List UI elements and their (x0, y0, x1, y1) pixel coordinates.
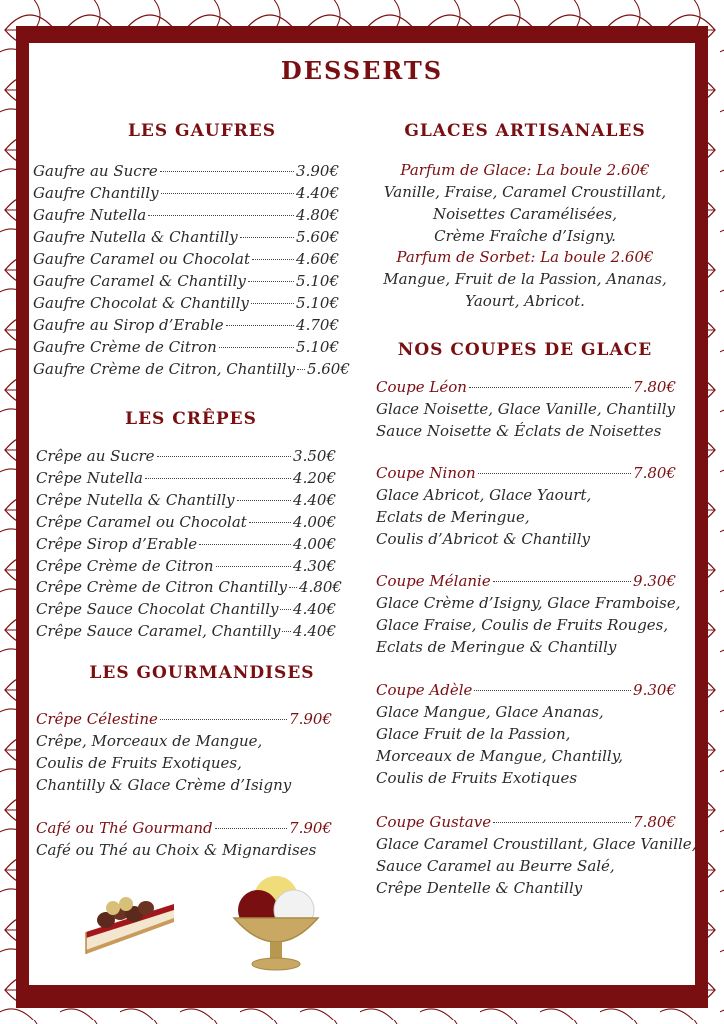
item-description: Glace Abricot, Glace Yaourt, (376, 486, 592, 504)
item-price: 4.00€ (293, 534, 336, 553)
menu-item-gaufre (33, 314, 339, 336)
menu-item-crepe (36, 467, 336, 489)
menu-item-coupe (376, 679, 676, 701)
item-name: Crêpe Sirop d’Erable (36, 534, 198, 553)
dot-leader (157, 456, 292, 457)
menu-item-gaufre (33, 226, 339, 248)
item-price: 3.90€ (296, 162, 339, 180)
menu-item-coupe (376, 570, 676, 592)
dot-leader (226, 325, 294, 326)
sorbet-flavors: Yaourt, Abricot. (465, 292, 585, 310)
item-description: Crêpe, Morceaux de Mangue, (36, 732, 263, 750)
menu-item-crepe (36, 555, 336, 577)
item-price: 7.80€ (633, 464, 676, 482)
menu-item-crepe (36, 511, 336, 533)
dot-leader (237, 500, 292, 501)
item-description: Coulis de Fruits Exotiques (376, 769, 578, 787)
sorbet-flavors: Mangue, Fruit de la Passion, Ananas, (383, 270, 667, 288)
item-price: 5.60€ (306, 360, 350, 378)
dot-leader (282, 631, 291, 632)
menu-item-gaufre (33, 160, 339, 182)
menu-item-gaufre (33, 336, 339, 358)
item-name: Coupe Ninon (376, 464, 476, 482)
item-name: Coupe Léon (376, 378, 467, 396)
item-price: 7.80€ (633, 813, 676, 831)
item-description: Eclats de Meringue & Chantilly (376, 638, 617, 656)
item-description: Crêpe Dentelle & Chantilly (376, 879, 583, 897)
menu-item-gaufre (33, 182, 339, 204)
dot-leader (493, 822, 631, 823)
item-description: Glace Fraise, Coulis de Fruits Rouges, (376, 616, 669, 634)
item-name: Crêpe Sauce Caramel, Chantilly (36, 622, 281, 641)
dot-leader (199, 544, 291, 545)
gourmandises-heading: LES GOURMANDISES (89, 663, 315, 683)
cheesecake-slice-icon (82, 892, 178, 964)
item-price: 4.00€ (293, 512, 336, 531)
dot-leader (493, 581, 631, 582)
menu-item-crepe (36, 620, 336, 642)
item-name: Gaufre Caramel ou Chocolat (33, 250, 250, 268)
gaufres-heading: LES GAUFRES (127, 121, 277, 141)
item-name: Crêpe au Sucre (36, 447, 155, 465)
dot-leader (297, 369, 305, 370)
parfum-sorbet-price: Parfum de Sorbet: La boule 2.60€ (396, 248, 654, 266)
dot-leader (219, 347, 294, 348)
item-price: 9.30€ (633, 681, 676, 699)
item-description: Glace Fruit de la Passion, (376, 725, 571, 743)
item-price: 5.10€ (296, 338, 339, 356)
dot-leader (252, 259, 294, 260)
item-price: 4.30€ (293, 556, 336, 575)
glaces-heading: GLACES ARTISANALES (404, 121, 646, 141)
dot-leader (160, 171, 294, 172)
dot-leader (251, 303, 294, 304)
menu-item-gaufre (33, 292, 339, 314)
glace-flavors: Vanille, Fraise, Caramel Croustillant, (383, 183, 667, 201)
glace-flavors: Crème Fraîche d’Isigny. (434, 227, 616, 245)
item-name: Gaufre Crème de Citron (33, 338, 217, 356)
item-name: Café ou Thé Gourmand (36, 819, 213, 837)
item-description: Glace Crème d’Isigny, Glace Framboise, (376, 594, 681, 612)
item-description: Sauce Noisette & Éclats de Noisettes (376, 422, 662, 440)
item-description: Glace Noisette, Glace Vanille, Chantilly (376, 400, 676, 418)
item-price: 4.40€ (293, 600, 336, 619)
item-name: Crêpe Sauce Chocolat Chantilly (36, 600, 279, 619)
item-price: 5.60€ (296, 228, 339, 246)
menu-item-crepe (36, 533, 336, 555)
coupes-heading: NOS COUPES DE GLACE (397, 340, 653, 360)
menu-item-gaufre (33, 270, 339, 292)
dot-leader (280, 609, 291, 610)
item-description: Coulis de Fruits Exotiques, (36, 754, 242, 772)
item-price: 7.80€ (633, 378, 676, 396)
item-price: 7.90€ (289, 710, 332, 728)
item-name: Gaufre au Sucre (33, 162, 158, 180)
item-price: 4.40€ (293, 490, 336, 509)
dot-leader (145, 478, 291, 479)
menu-item-coupe (376, 811, 676, 833)
item-name: Gaufre Caramel & Chantilly (33, 272, 246, 290)
item-name: Gaufre Nutella & Chantilly (33, 228, 238, 246)
menu-item-gaufre (33, 248, 339, 270)
item-name: Crêpe Célestine (36, 710, 158, 728)
dot-leader (148, 215, 294, 216)
item-name: Crêpe Nutella & Chantilly (36, 490, 235, 509)
menu-item-crepe (36, 598, 336, 620)
dot-leader (248, 281, 294, 282)
item-name: Crêpe Nutella (36, 468, 143, 487)
item-price: 9.30€ (633, 572, 676, 590)
item-name: Coupe Adèle (376, 681, 473, 699)
item-name: Crêpe Crème de Citron Chantilly (36, 578, 287, 597)
item-description: Morceaux de Mangue, Chantilly, (376, 747, 623, 765)
dot-leader (474, 690, 631, 691)
crepes-heading: LES CRÊPES (125, 409, 257, 429)
dot-leader (478, 473, 631, 474)
item-price: 4.20€ (293, 468, 336, 487)
item-description: Eclats de Meringue, (376, 508, 530, 526)
item-name: Gaufre Chantilly (33, 184, 159, 202)
item-name: Gaufre Nutella (33, 206, 147, 224)
item-name: Coupe Gustave (376, 813, 492, 831)
menu-item-cafe-gourmand (36, 817, 332, 839)
dot-leader (161, 193, 294, 194)
menu-item-crepe (36, 445, 336, 467)
item-price: 7.90€ (289, 819, 332, 837)
item-price: 4.60€ (296, 250, 339, 268)
menu-item-coupe (376, 376, 676, 398)
dot-leader (289, 587, 297, 588)
ice-cream-bowl-icon (230, 868, 322, 972)
dot-leader (469, 387, 631, 388)
item-price: 4.40€ (296, 184, 339, 202)
item-description: Coulis d’Abricot & Chantilly (376, 530, 590, 548)
item-price: 5.10€ (296, 272, 339, 290)
item-price: 4.70€ (296, 316, 339, 334)
item-price: 4.80€ (296, 206, 339, 224)
item-name: Gaufre Crème de Citron, Chantilly (33, 360, 295, 378)
item-description: Glace Mangue, Glace Ananas, (376, 703, 604, 721)
menu-item-gaufre (33, 204, 339, 226)
glace-flavors: Noisettes Caramélisées, (432, 205, 618, 223)
item-description: Café ou Thé au Choix & Mignardises (36, 841, 317, 859)
menu-item-crepe (36, 576, 342, 598)
item-price: 4.80€ (298, 578, 342, 597)
item-price: 5.10€ (296, 294, 339, 312)
dot-leader (240, 237, 294, 238)
item-price: 3.50€ (293, 447, 336, 465)
menu-item-celestine (36, 708, 332, 730)
parfum-glace-price: Parfum de Glace: La boule 2.60€ (400, 161, 650, 179)
item-description: Sauce Caramel au Beurre Salé, (376, 857, 615, 875)
item-name: Gaufre Chocolat & Chantilly (33, 294, 249, 312)
item-description: Glace Caramel Croustillant, Glace Vanille, (376, 835, 697, 853)
item-price: 4.40€ (293, 622, 336, 641)
menu-item-gaufre (33, 358, 350, 380)
page-title: DESSERTS (280, 56, 444, 85)
dot-leader (160, 719, 287, 720)
item-name: Crêpe Crème de Citron (36, 556, 214, 575)
item-name: Coupe Mélanie (376, 572, 491, 590)
item-description: Chantilly & Glace Crème d’Isigny (36, 776, 292, 794)
dot-leader (249, 522, 291, 523)
item-name: Gaufre au Sirop d’Erable (33, 316, 224, 334)
item-name: Crêpe Caramel ou Chocolat (36, 512, 247, 531)
menu-item-crepe (36, 489, 336, 511)
menu-item-coupe (376, 462, 676, 484)
dot-leader (215, 828, 287, 829)
dot-leader (216, 566, 291, 567)
